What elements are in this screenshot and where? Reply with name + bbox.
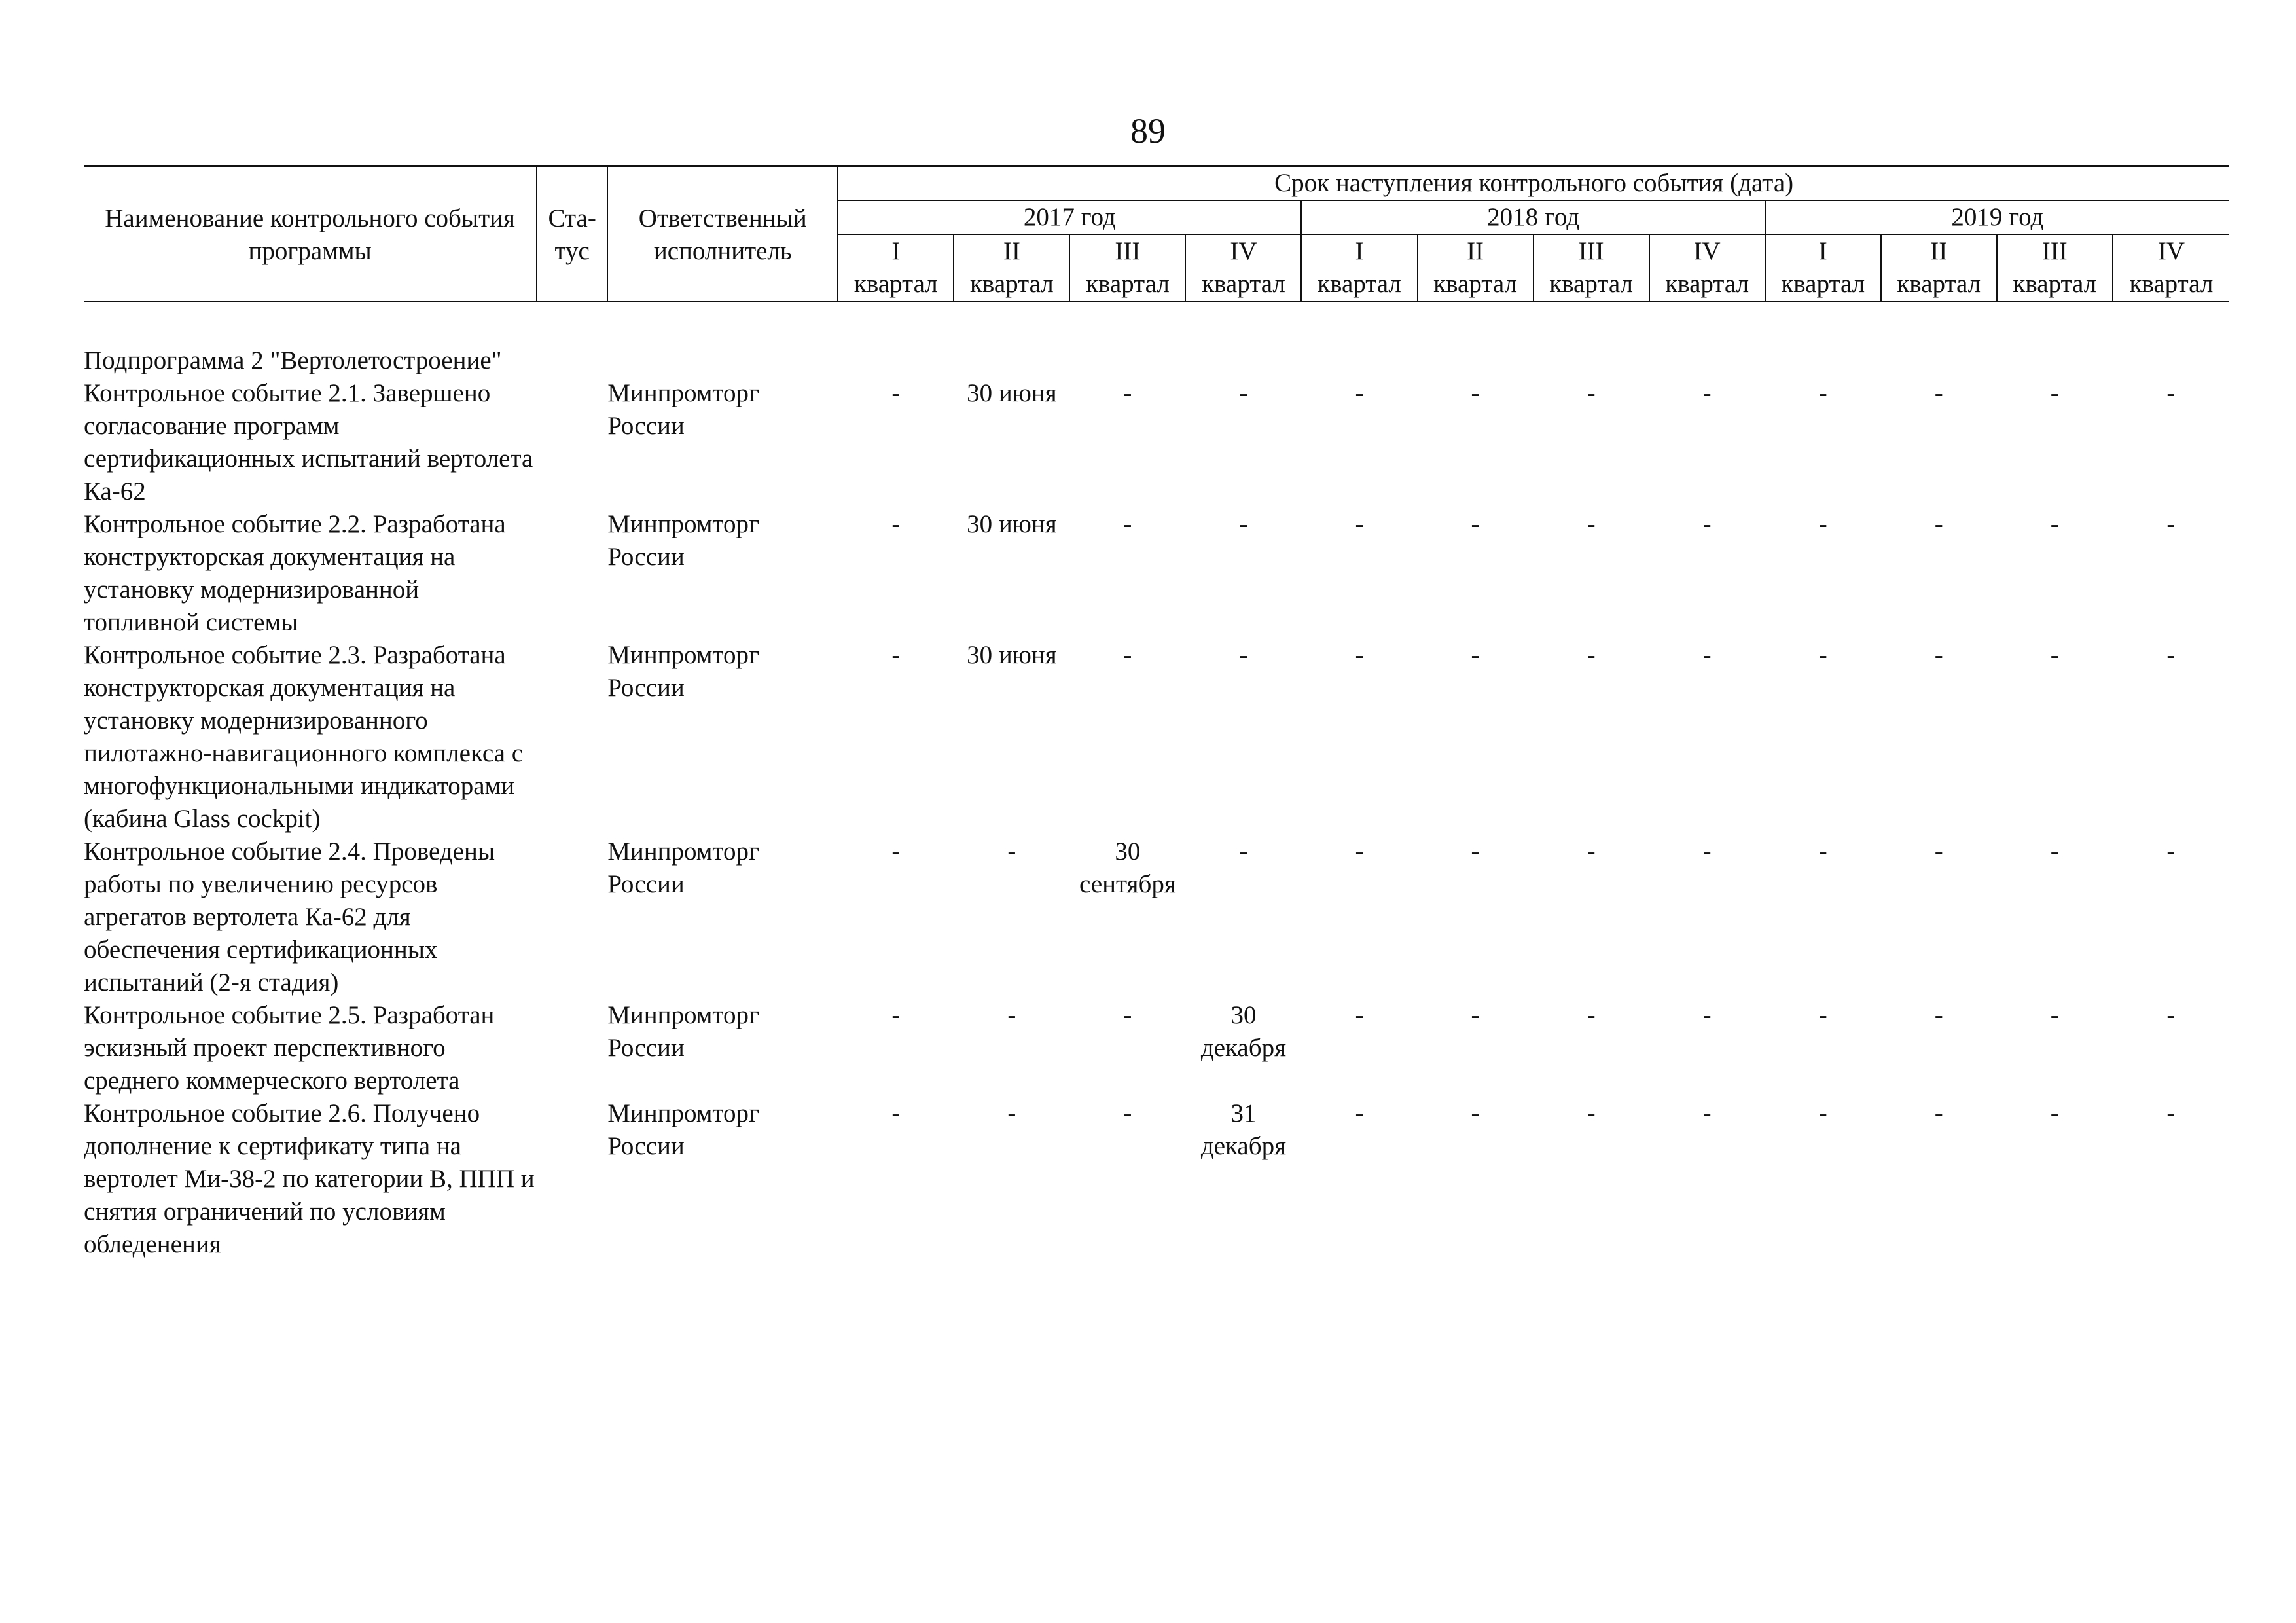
event-quarter-cell: - [1818, 641, 1827, 669]
event-quarter-cell: - [1123, 1099, 1132, 1127]
event-status [537, 377, 607, 508]
header-quarter-word: квартал [1534, 268, 1649, 302]
event-quarter-cell: 31 декабря [1200, 1099, 1287, 1160]
event-quarter-cell: - [1123, 510, 1132, 538]
event-quarter-cell: - [1471, 837, 1480, 866]
header-quarter-word: квартал [954, 268, 1069, 302]
header-quarter-number: III [1997, 234, 2113, 268]
event-quarter-cell: - [1934, 837, 1943, 866]
table-header [84, 166, 2229, 302]
event-quarter-cell: - [1007, 837, 1016, 866]
event-quarter-cell: - [1471, 1001, 1480, 1029]
event-quarter-cell: - [1702, 379, 1712, 407]
event-name: Контрольное событие 2.1. Завершено согласование программ сертификационных испытаний вертолета Ка-62 [84, 379, 533, 505]
header-responsible: Ответственный исполнитель [607, 166, 838, 302]
event-quarter-cell: - [1239, 641, 1248, 669]
event-quarter-cell: - [1818, 379, 1827, 407]
header-quarter-word: квартал [1881, 268, 1997, 302]
event-quarter-cell: 30 июня [967, 510, 1057, 538]
header-quarter-number: I [1301, 234, 1417, 268]
event-name: Контрольное событие 2.5. Разработан эскизный проект перспективного среднего коммерческого вертолета [84, 1001, 495, 1095]
event-quarter-cell: - [1355, 641, 1364, 669]
event-quarter-cell: - [2166, 379, 2176, 407]
event-quarter-cell: - [2166, 510, 2176, 538]
subprogram-title: Подпрограмма 2 "Вертолетостроение" [84, 346, 502, 374]
header-quarter-number: IV [2113, 234, 2229, 268]
event-quarter-cell: - [2166, 1099, 2176, 1127]
header-name: Наименование контрольного события программы [84, 166, 537, 302]
event-quarter-cell: - [1934, 1099, 1943, 1127]
event-quarter-cell: - [1818, 510, 1827, 538]
header-deadline: Срок наступления контрольного события (дата) [838, 166, 2229, 201]
event-status [537, 999, 607, 1097]
event-quarter-cell: - [1007, 1099, 1016, 1127]
header-year: 2017 год [838, 200, 1301, 234]
event-quarter-cell: - [891, 379, 901, 407]
event-quarter-cell: - [1355, 1001, 1364, 1029]
table-row [84, 639, 2229, 835]
header-year: 2018 год [1301, 200, 1765, 234]
header-quarter-word: квартал [2113, 268, 2229, 302]
event-name: Контрольное событие 2.4. Проведены работы по увеличению ресурсов агрегатов вертолета Ка-62 для обеспечения сертификационных испытаний (2-я стадия) [84, 837, 495, 996]
event-quarter-cell: - [1355, 379, 1364, 407]
header-quarter-number: II [954, 234, 1069, 268]
header-quarter-word: квартал [1649, 268, 1765, 302]
event-quarter-cell: - [1587, 641, 1596, 669]
event-name: Контрольное событие 2.3. Разработана конструкторская документация на установку модернизированного пилотажно-навигационного комплекса с многофункциональными индикаторами (кабина Glass cockpit) [84, 641, 524, 833]
table-row [84, 508, 2229, 639]
event-quarter-cell: - [891, 837, 901, 866]
header-quarter-word: квартал [1069, 268, 1185, 302]
event-quarter-cell: - [1239, 379, 1248, 407]
event-quarter-cell: - [1702, 1001, 1712, 1029]
event-quarter-cell: - [1471, 510, 1480, 538]
event-quarter-cell: - [1123, 379, 1132, 407]
event-name: Контрольное событие 2.2. Разработана конструкторская документация на установку модернизированной топливной системы [84, 510, 506, 636]
event-status [537, 508, 607, 639]
table-row [84, 835, 2229, 999]
event-quarter-cell: - [1123, 641, 1132, 669]
event-responsible: Минпромторг России [607, 1001, 759, 1062]
table-row [84, 999, 2229, 1097]
event-quarter-cell: - [1007, 1001, 1016, 1029]
event-quarter-cell: - [891, 641, 901, 669]
header-quarter-number: IV [1649, 234, 1765, 268]
event-quarter-cell: - [2166, 837, 2176, 866]
event-status [537, 1097, 607, 1261]
table-row [84, 377, 2229, 508]
event-responsible: Минпромторг России [607, 510, 759, 571]
event-quarter-cell: - [1471, 641, 1480, 669]
event-quarter-cell: - [891, 510, 901, 538]
header-quarter-word: квартал [1765, 268, 1881, 302]
header-quarter-number: I [838, 234, 954, 268]
event-name: Контрольное событие 2.6. Получено дополнение к сертификату типа на вертолет Ми-38-2 по категории В, ППП и снятия ограничений по условиям обледенения [84, 1099, 535, 1258]
header-quarter-word: квартал [838, 268, 954, 302]
header-status: Ста- тус [537, 166, 607, 302]
event-quarter-cell: - [2166, 1001, 2176, 1029]
header-quarter-number: I [1765, 234, 1881, 268]
event-quarter-cell: - [2050, 1001, 2059, 1029]
table-body [84, 302, 2229, 1262]
event-quarter-cell: - [1702, 1099, 1712, 1127]
event-quarter-cell: - [1934, 1001, 1943, 1029]
event-quarter-cell: - [1471, 1099, 1480, 1127]
header-quarter-word: квартал [1185, 268, 1301, 302]
page-number: 89 [1130, 111, 1166, 151]
event-quarter-cell: - [1587, 379, 1596, 407]
event-quarter-cell: - [891, 1001, 901, 1029]
event-quarter-cell: - [1702, 641, 1712, 669]
event-quarter-cell: - [2050, 1099, 2059, 1127]
event-quarter-cell: - [1355, 837, 1364, 866]
event-quarter-cell: - [891, 1099, 901, 1127]
header-quarter-word: квартал [1997, 268, 2113, 302]
event-status [537, 639, 607, 835]
event-quarter-cell: - [1587, 510, 1596, 538]
event-quarter-cell: - [1587, 1001, 1596, 1029]
event-quarter-cell: - [1702, 837, 1712, 866]
event-quarter-cell: - [1818, 1001, 1827, 1029]
event-quarter-cell: - [1934, 379, 1943, 407]
event-quarter-cell: 30 сентября [1079, 837, 1176, 898]
event-quarter-cell: - [2050, 641, 2059, 669]
header-year: 2019 год [1765, 200, 2229, 234]
event-quarter-cell: - [1355, 1099, 1364, 1127]
event-quarter-cell: - [1934, 510, 1943, 538]
event-quarter-cell: 30 июня [967, 641, 1057, 669]
event-quarter-cell: - [1471, 379, 1480, 407]
event-quarter-cell: 30 июня [967, 379, 1057, 407]
event-quarter-cell: - [1239, 837, 1248, 866]
event-quarter-cell: - [2050, 510, 2059, 538]
header-quarter-number: IV [1185, 234, 1301, 268]
control-events-table [84, 165, 2229, 1261]
event-responsible: Минпромторг России [607, 1099, 759, 1160]
event-quarter-cell: - [1934, 641, 1943, 669]
table-row [84, 1097, 2229, 1261]
event-quarter-cell: - [1818, 1099, 1827, 1127]
event-quarter-cell: - [1702, 510, 1712, 538]
event-responsible: Минпромторг России [607, 379, 759, 440]
header-quarter-number: III [1069, 234, 1185, 268]
event-responsible: Минпромторг России [607, 641, 759, 702]
event-quarter-cell: - [1587, 837, 1596, 866]
event-quarter-cell: - [1355, 510, 1364, 538]
event-quarter-cell: - [1818, 837, 1827, 866]
event-quarter-cell: - [1239, 510, 1248, 538]
event-quarter-cell: - [2050, 379, 2059, 407]
header-quarter-number: III [1534, 234, 1649, 268]
event-quarter-cell: - [1123, 1001, 1132, 1029]
event-quarter-cell: - [1587, 1099, 1596, 1127]
event-quarter-cell: - [2166, 641, 2176, 669]
header-quarter-number: II [1881, 234, 1997, 268]
event-quarter-cell: 30 декабря [1200, 1001, 1287, 1062]
event-quarter-cell: - [2050, 837, 2059, 866]
event-status [537, 835, 607, 999]
header-quarter-word: квартал [1301, 268, 1417, 302]
header-quarter-number: II [1418, 234, 1534, 268]
event-responsible: Минпромторг России [607, 837, 759, 898]
header-quarter-word: квартал [1418, 268, 1534, 302]
